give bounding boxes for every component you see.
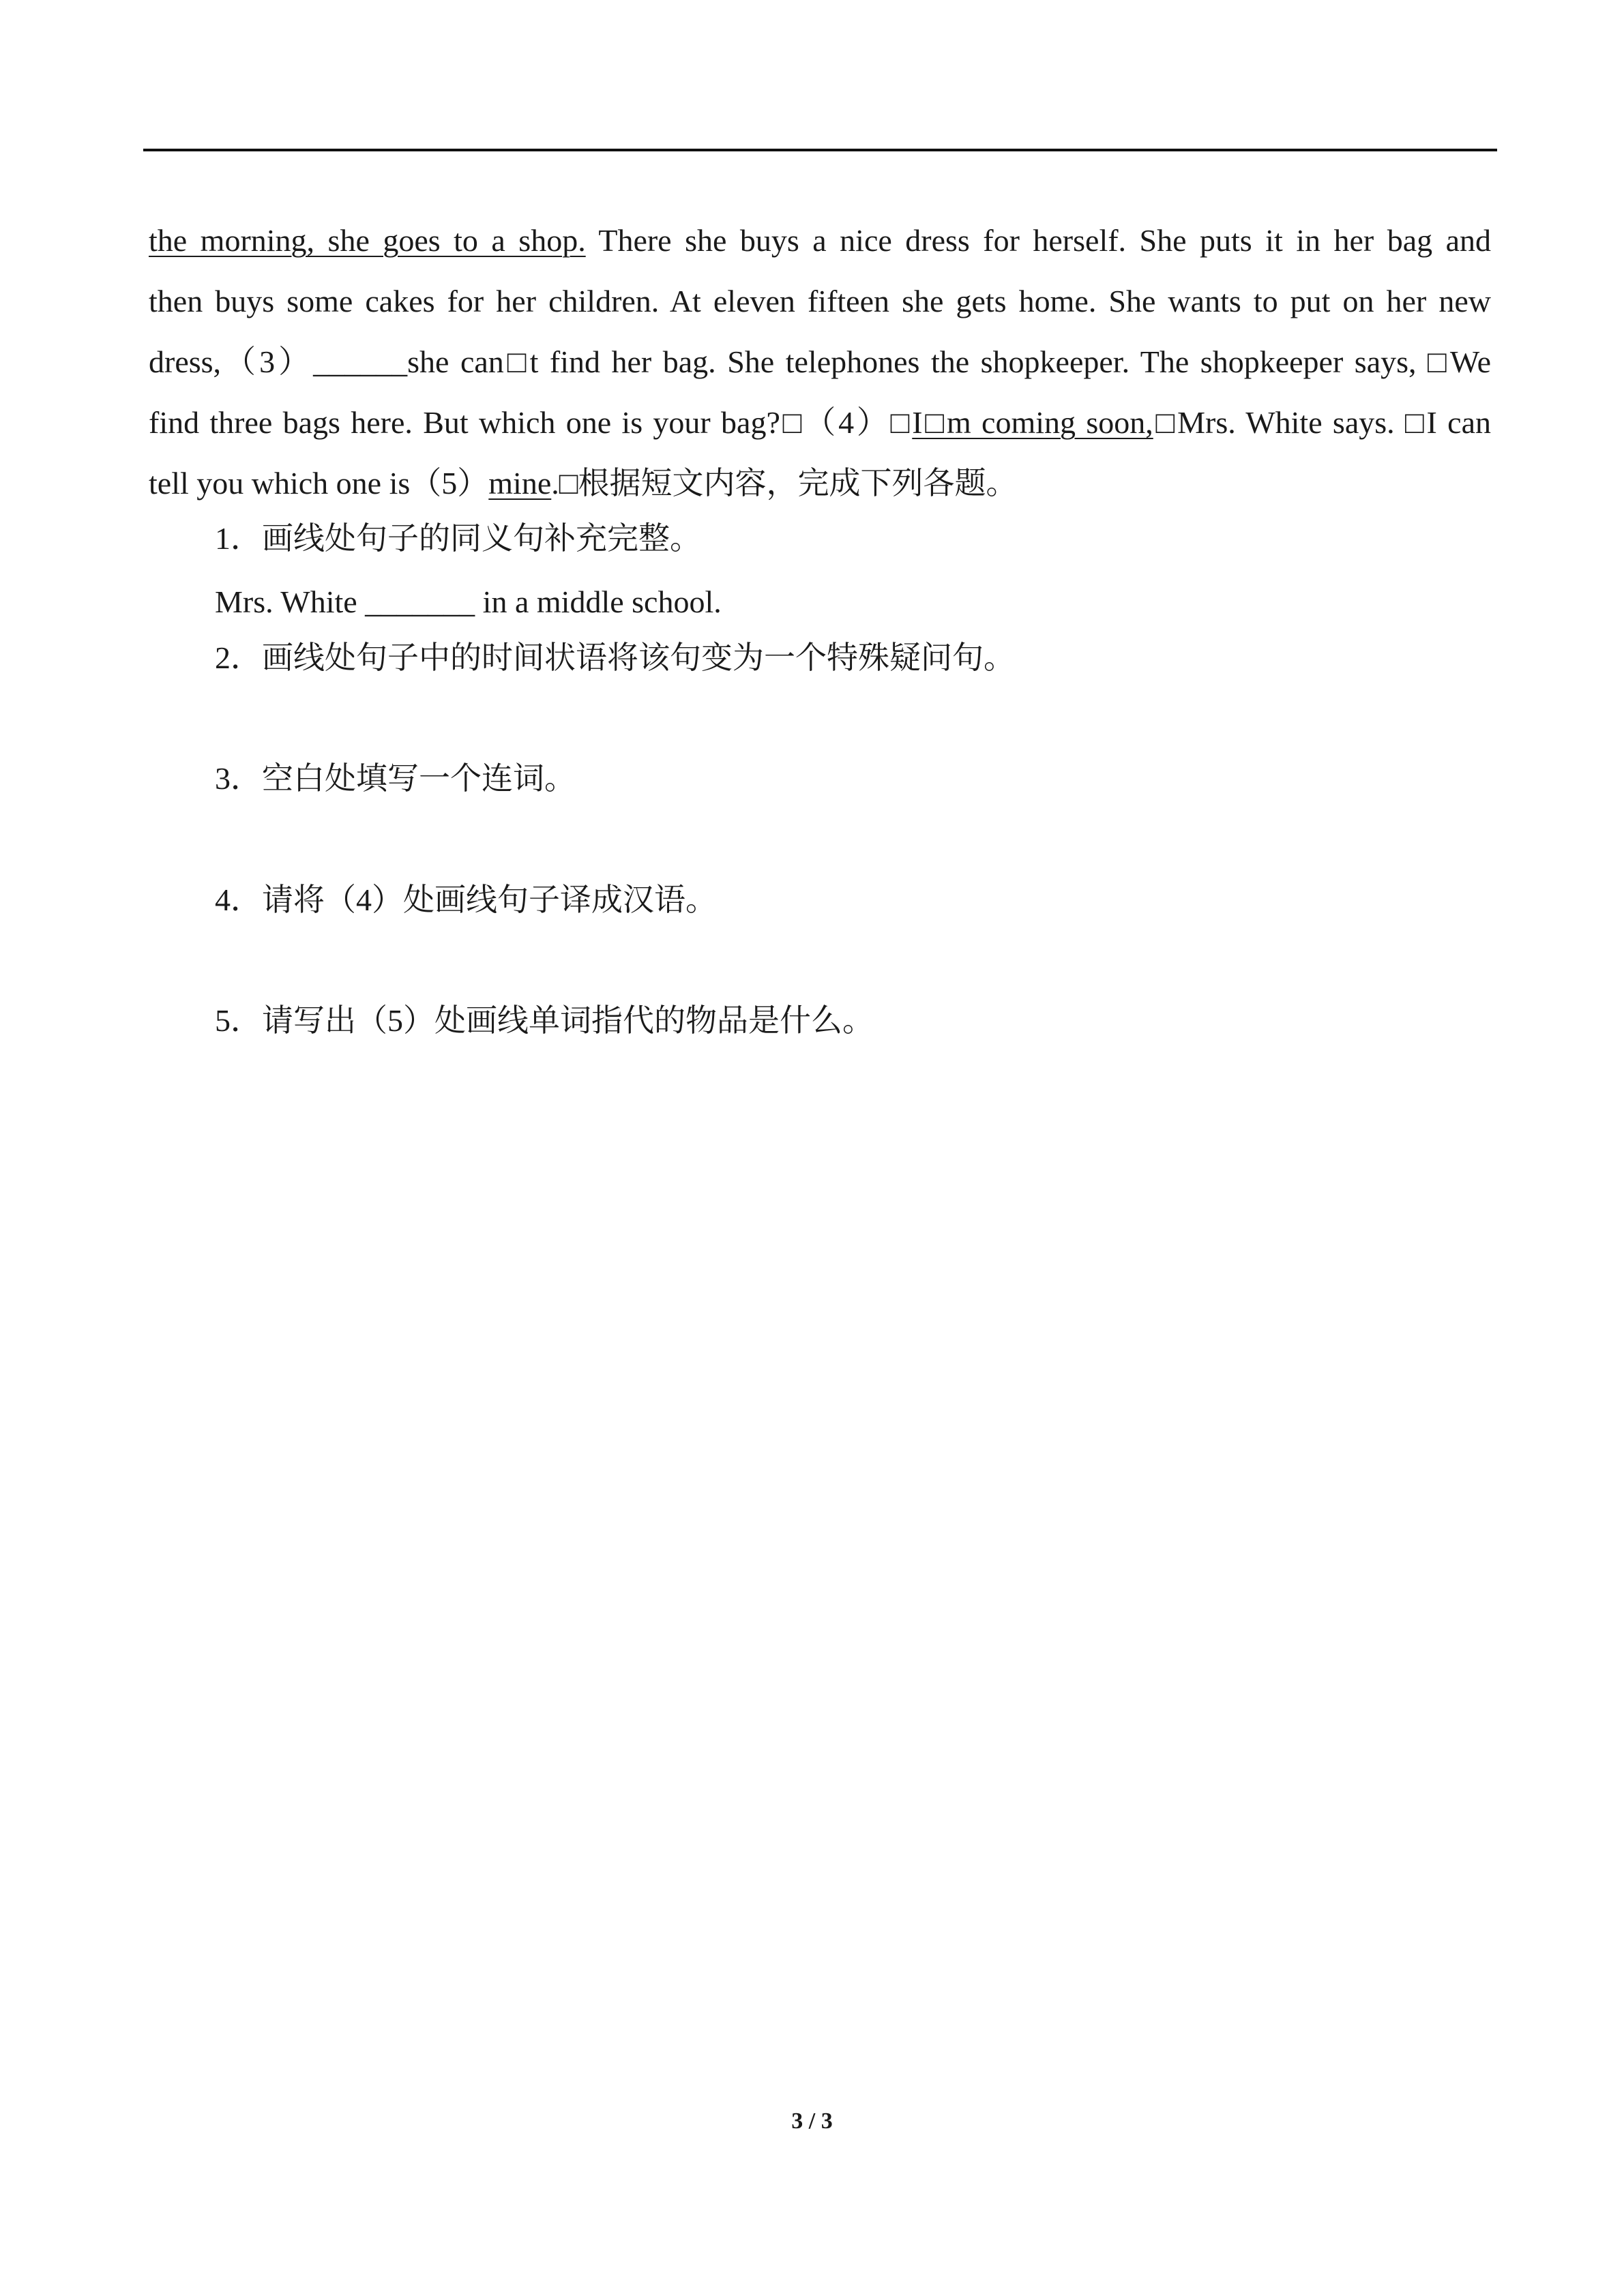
underlined-sentence-2: the morning, she goes to a shop.	[149, 223, 586, 258]
question-4: 4．请将（4）处画线句子译成汉语。	[215, 882, 717, 917]
question-1-fill-in: Mrs. White _______ in a middle school.	[215, 584, 722, 619]
question-2: 2．画线处句子中的时间状语将该句变为一个特殊疑问句。	[215, 640, 1015, 675]
question-1: 1．画线处句子的同义句补充完整。	[215, 521, 701, 556]
page-number: 3 / 3	[791, 2108, 833, 2134]
underlined-word-5: mine	[488, 466, 552, 501]
passage-line-2: then buys some cakes for her children. At eleven fifteen she gets home. She wants to put on her new	[149, 284, 1491, 318]
question-5: 5．请写出（5）处画线单词指代的物品是什么。	[215, 1003, 874, 1038]
passage-line-4: find three bags here. But which one is your bag?□（4）□I□m coming soon,□Mrs. White says. □I can	[149, 405, 1492, 440]
passage-line-1: the morning, she goes to a shop. There she buys a nice dress for herself. She puts it in her bag and	[149, 223, 1492, 258]
reading-passage	[149, 210, 1491, 513]
passage-line-5: tell you which one is（5）mine.□根据短文内容，完成下列各题。	[149, 466, 1018, 501]
header-rule	[143, 149, 1497, 151]
underlined-sentence-4: I□m coming soon,	[912, 405, 1153, 440]
passage-line-3: dress,（3）______she can□t find her bag. She telephones the shopkeeper. The shopkeeper says, □We	[149, 344, 1491, 379]
question-3: 3．空白处填写一个连词。	[215, 761, 576, 796]
